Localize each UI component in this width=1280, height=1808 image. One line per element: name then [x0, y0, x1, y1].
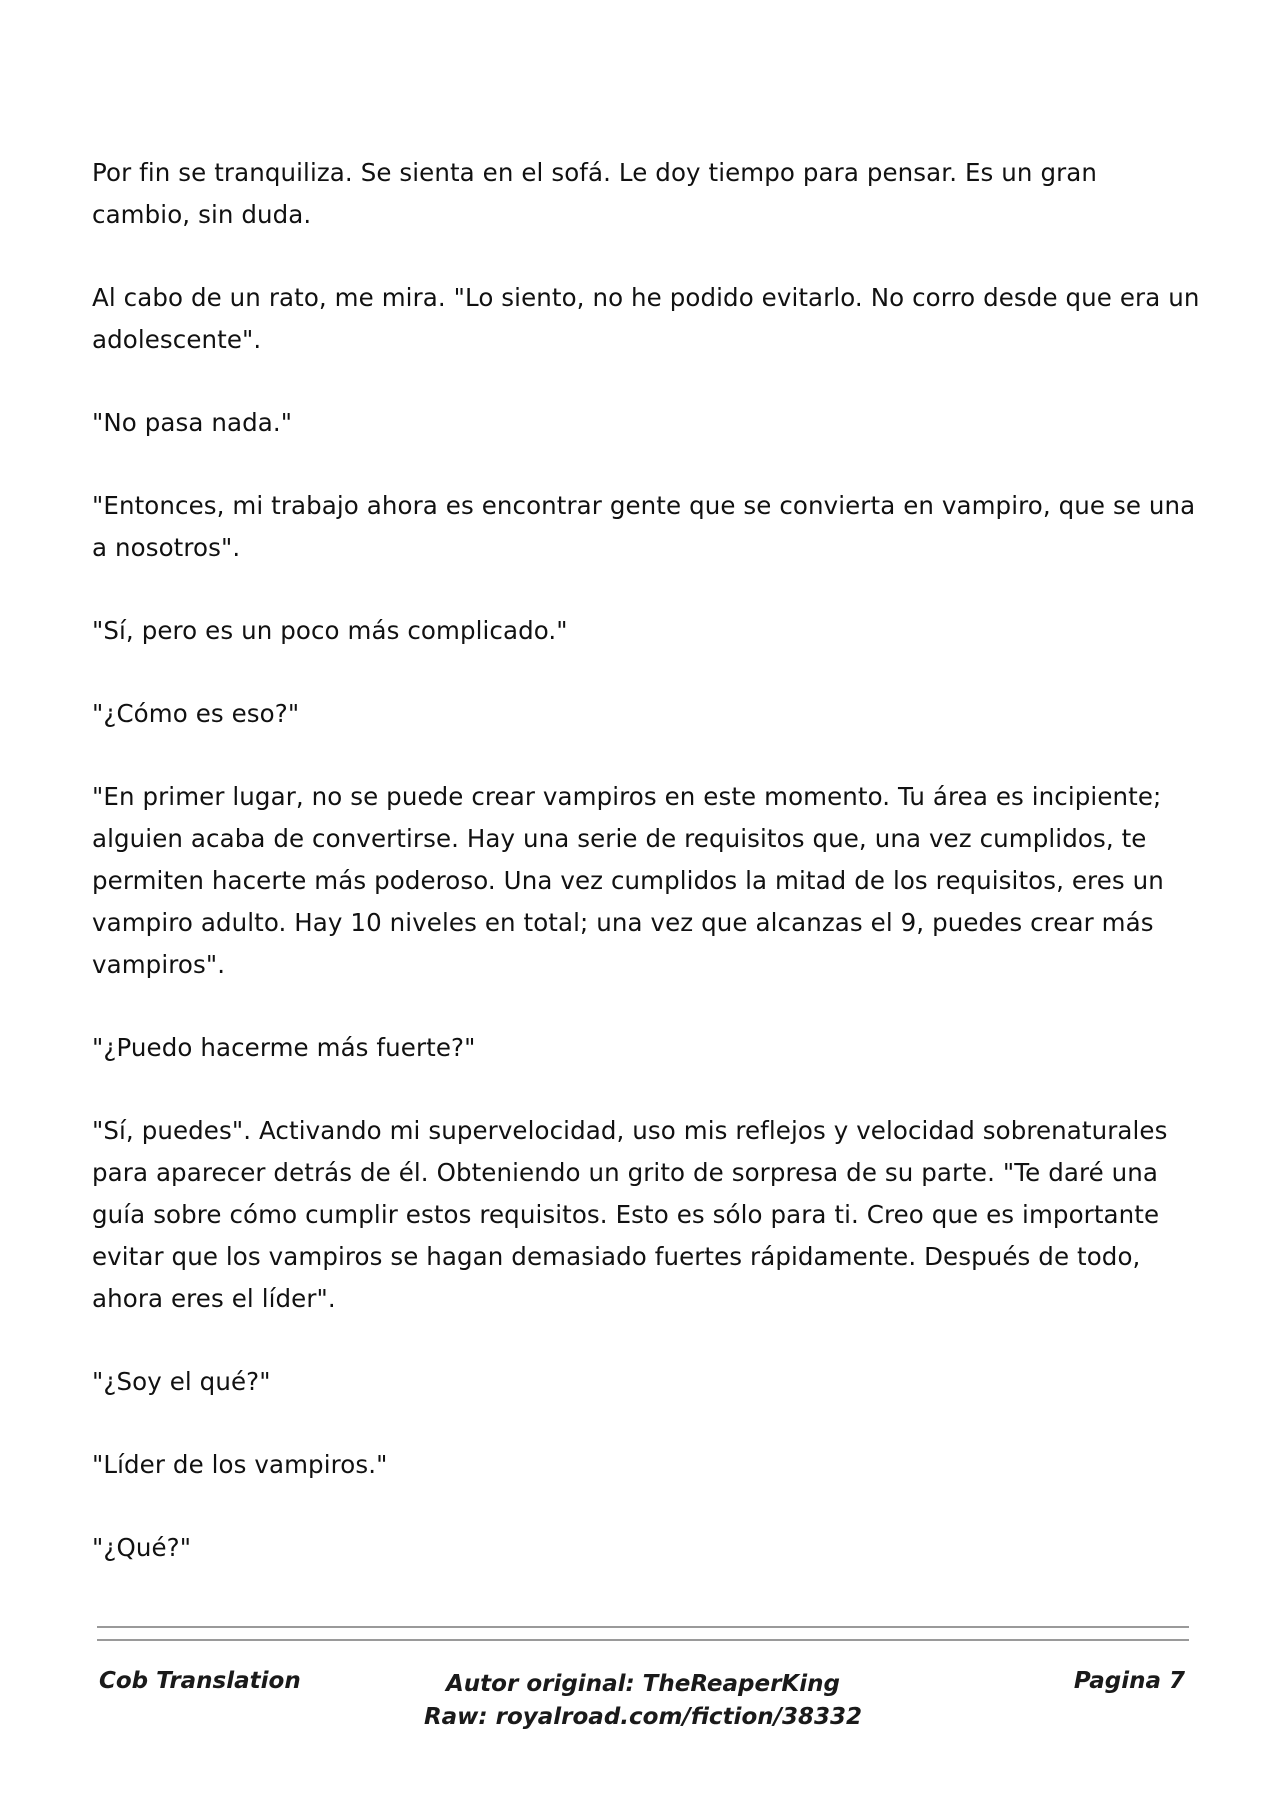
paragraph: Por fin se tranquiliza. Se sienta en el sofá. Le doy tiempo para pensar. Es un gran cambio, sin duda.	[92, 158, 1098, 229]
paragraph: "¿Cómo es eso?"	[92, 699, 300, 728]
footer-source: Raw: royalroad.com/fiction/38332	[423, 1704, 863, 1730]
paragraph: Al cabo de un rato, me mira. "Lo siento, no he podido evitarlo. No corro desde que era un adolescente".	[92, 283, 1200, 354]
paragraph: "Sí, puedes". Activando mi supervelocidad, uso mis reflejos y velocidad sobrenaturales para aparecer detrás de él. Obteniendo un grito de sorpresa de su parte. "Te daré una guía sobre cómo cumplir estos requisitos. Esto es sólo para ti. Creo que es importante evitar que los vampiros se hagan demasiado fuertes rápidamente. Después de todo, ahora eres el líder".	[92, 1116, 1168, 1313]
page-body	[92, 152, 1202, 1610]
paragraph: "No pasa nada."	[92, 408, 293, 437]
page-footer	[97, 1668, 1189, 1748]
footer-author: Autor original: TheReaperKing	[446, 1671, 840, 1697]
paragraph: "¿Soy el qué?"	[92, 1367, 271, 1396]
paragraph: "Entonces, mi trabajo ahora es encontrar gente que se convierta en vampiro, que se una a nosotros".	[92, 491, 1196, 562]
paragraph: "¿Qué?"	[92, 1533, 192, 1562]
paragraph: "Líder de los vampiros."	[92, 1450, 388, 1479]
paragraph: "Sí, pero es un poco más complicado."	[92, 616, 568, 645]
paragraph: "En primer lugar, no se puede crear vampiros en este momento. Tu área es incipiente; alguien acaba de convertirse. Hay una serie de requisitos que, una vez cumplidos, te permiten hacerte más poderoso. Una vez cumplidos la mitad de los requisitos, eres un vampiro adulto. Hay 10 niveles en total; una vez que alcanzas el 9, puedes crear más vampiros".	[92, 782, 1164, 979]
footer-divider-top	[97, 1626, 1189, 1628]
footer-credits	[97, 1668, 1189, 1734]
footer-divider-bottom	[97, 1639, 1189, 1641]
page-number: Pagina 7	[1073, 1668, 1185, 1694]
footer-translator: Cob Translation	[99, 1668, 301, 1694]
paragraph: "¿Puedo hacerme más fuerte?"	[92, 1033, 476, 1062]
